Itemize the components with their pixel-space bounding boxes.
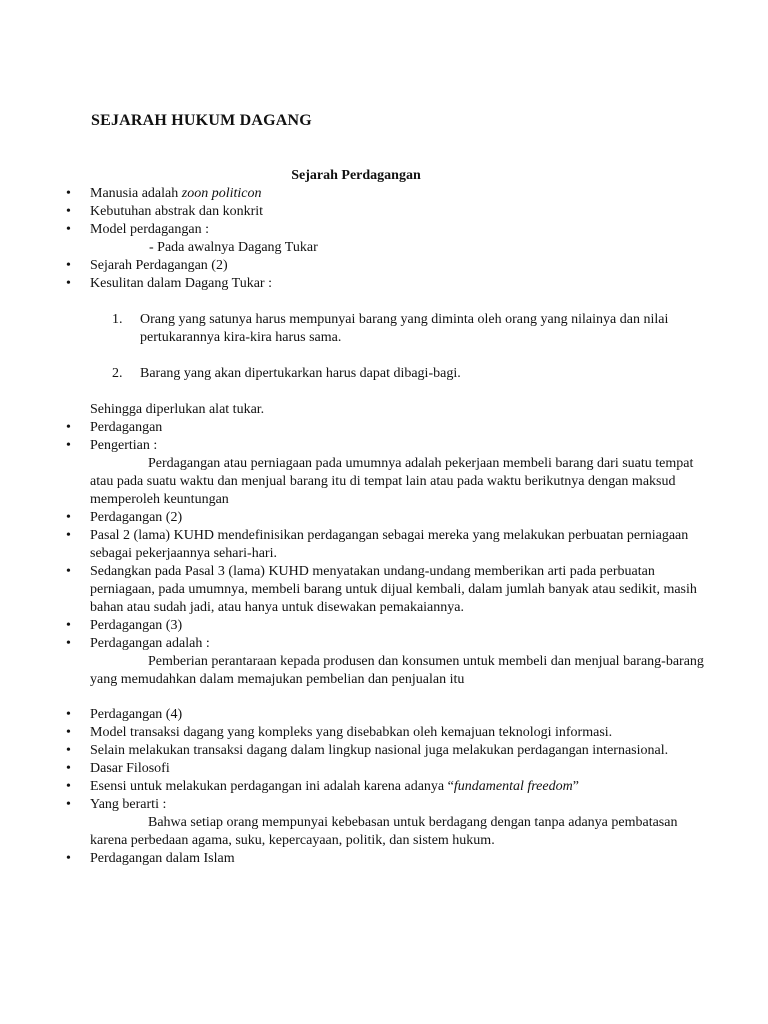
- numbered-item-2: 2. Barang yang akan dipertukarkan harus dapat dibagi-bagi.: [112, 366, 461, 381]
- bullet-kesulitan: • Kesulitan dalam Dagang Tukar :: [66, 275, 706, 293]
- bullet-pasal-2: • Pasal 2 (lama) KUHD mendefinisikan perdagangan sebagai mereka yang melakukan perbuatan perniagaan sebagai pekerjaannya sehari-hari.: [66, 527, 706, 563]
- paragraph-pengertian: Perdagangan atau perniagaan pada umumnya adalah pekerjaan membeli barang dari suatu tempat atau pada suatu waktu dan menjual barang itu di tempat lain atau pada waktu berikutnya dengan maksud memperoleh keuntungan: [90, 456, 694, 507]
- italic-term: zoon politicon: [181, 186, 262, 201]
- bullet-perdagangan-3: • Perdagangan (3): [66, 617, 706, 635]
- bullet-perdagangan-islam: • Perdagangan dalam Islam: [66, 850, 706, 868]
- bullet-internasional: • Selain melakukan transaksi dagang dalam lingkup nasional juga melakukan perdagangan internasional.: [66, 742, 706, 760]
- bullet-sejarah-perdagangan-2: • Sejarah Perdagangan (2): [66, 257, 706, 275]
- bullet-dasar-filosofi: • Dasar Filosofi: [66, 760, 706, 778]
- bullet-model-transaksi: • Model transaksi dagang yang kompleks yang disebabkan oleh kemajuan teknologi informasi.: [66, 724, 706, 742]
- bullet-model-perdagangan: • Model perdagangan :: [66, 221, 706, 239]
- paragraph-sehingga: Sehingga diperlukan alat tukar.: [90, 402, 265, 417]
- document-body: [66, 185, 706, 868]
- paragraph-kebebasan: Bahwa setiap orang mempunyai kebebasan untuk berdagang dengan tanpa adanya pembatasan karena perbedaan agama, suku, kepercayaan, politik, dan sistem hukum.: [90, 815, 678, 848]
- document-title: SEJARAH HUKUM DAGANG: [91, 112, 312, 129]
- bullet-perdagangan-adalah: • Perdagangan adalah :: [66, 635, 706, 653]
- bullet-perdagangan: • Perdagangan: [66, 419, 706, 437]
- section-title: Sejarah Perdagangan: [291, 168, 421, 183]
- italic-term: fundamental freedom: [453, 779, 573, 794]
- bullet-perdagangan-4: • Perdagangan (4): [66, 706, 706, 724]
- bullet-zoon-politicon: • Manusia adalah zoon politicon: [66, 185, 706, 203]
- sub-item-dagang-tukar: - Pada awalnya Dagang Tukar: [149, 240, 318, 255]
- bullet-kebutuhan: • Kebutuhan abstrak dan konkrit: [66, 203, 706, 221]
- bullet-pengertian: • Pengertian :: [66, 437, 706, 455]
- bullet-yang-berarti: • Yang berarti :: [66, 796, 706, 814]
- bullet-esensi: • Esensi untuk melakukan perdagangan ini adalah karena adanya “fundamental freedom”: [66, 778, 706, 796]
- numbered-item-1: 1. Orang yang satunya harus mempunyai barang yang diminta oleh orang yang nilainya dan nilai pertukarannya kira-kira harus sama.: [112, 312, 669, 345]
- paragraph-pemberian: Pemberian perantaraan kepada produsen dan konsumen untuk membeli dan menjual barang-barang yang memudahkan dalam memajukan pembelian dan penjualan itu: [90, 654, 704, 687]
- bullet-perdagangan-2: • Perdagangan (2): [66, 509, 706, 527]
- bullet-pasal-3: • Sedangkan pada Pasal 3 (lama) KUHD menyatakan undang-undang memberikan arti pada perbuatan perniagaan, pada umumnya, membeli barang untuk dijual kembali, dalam jumlah banyak atau sedikit, masih bahan atau sudah jadi, atau hanya untuk disewakan pemakaiannya.: [66, 563, 706, 617]
